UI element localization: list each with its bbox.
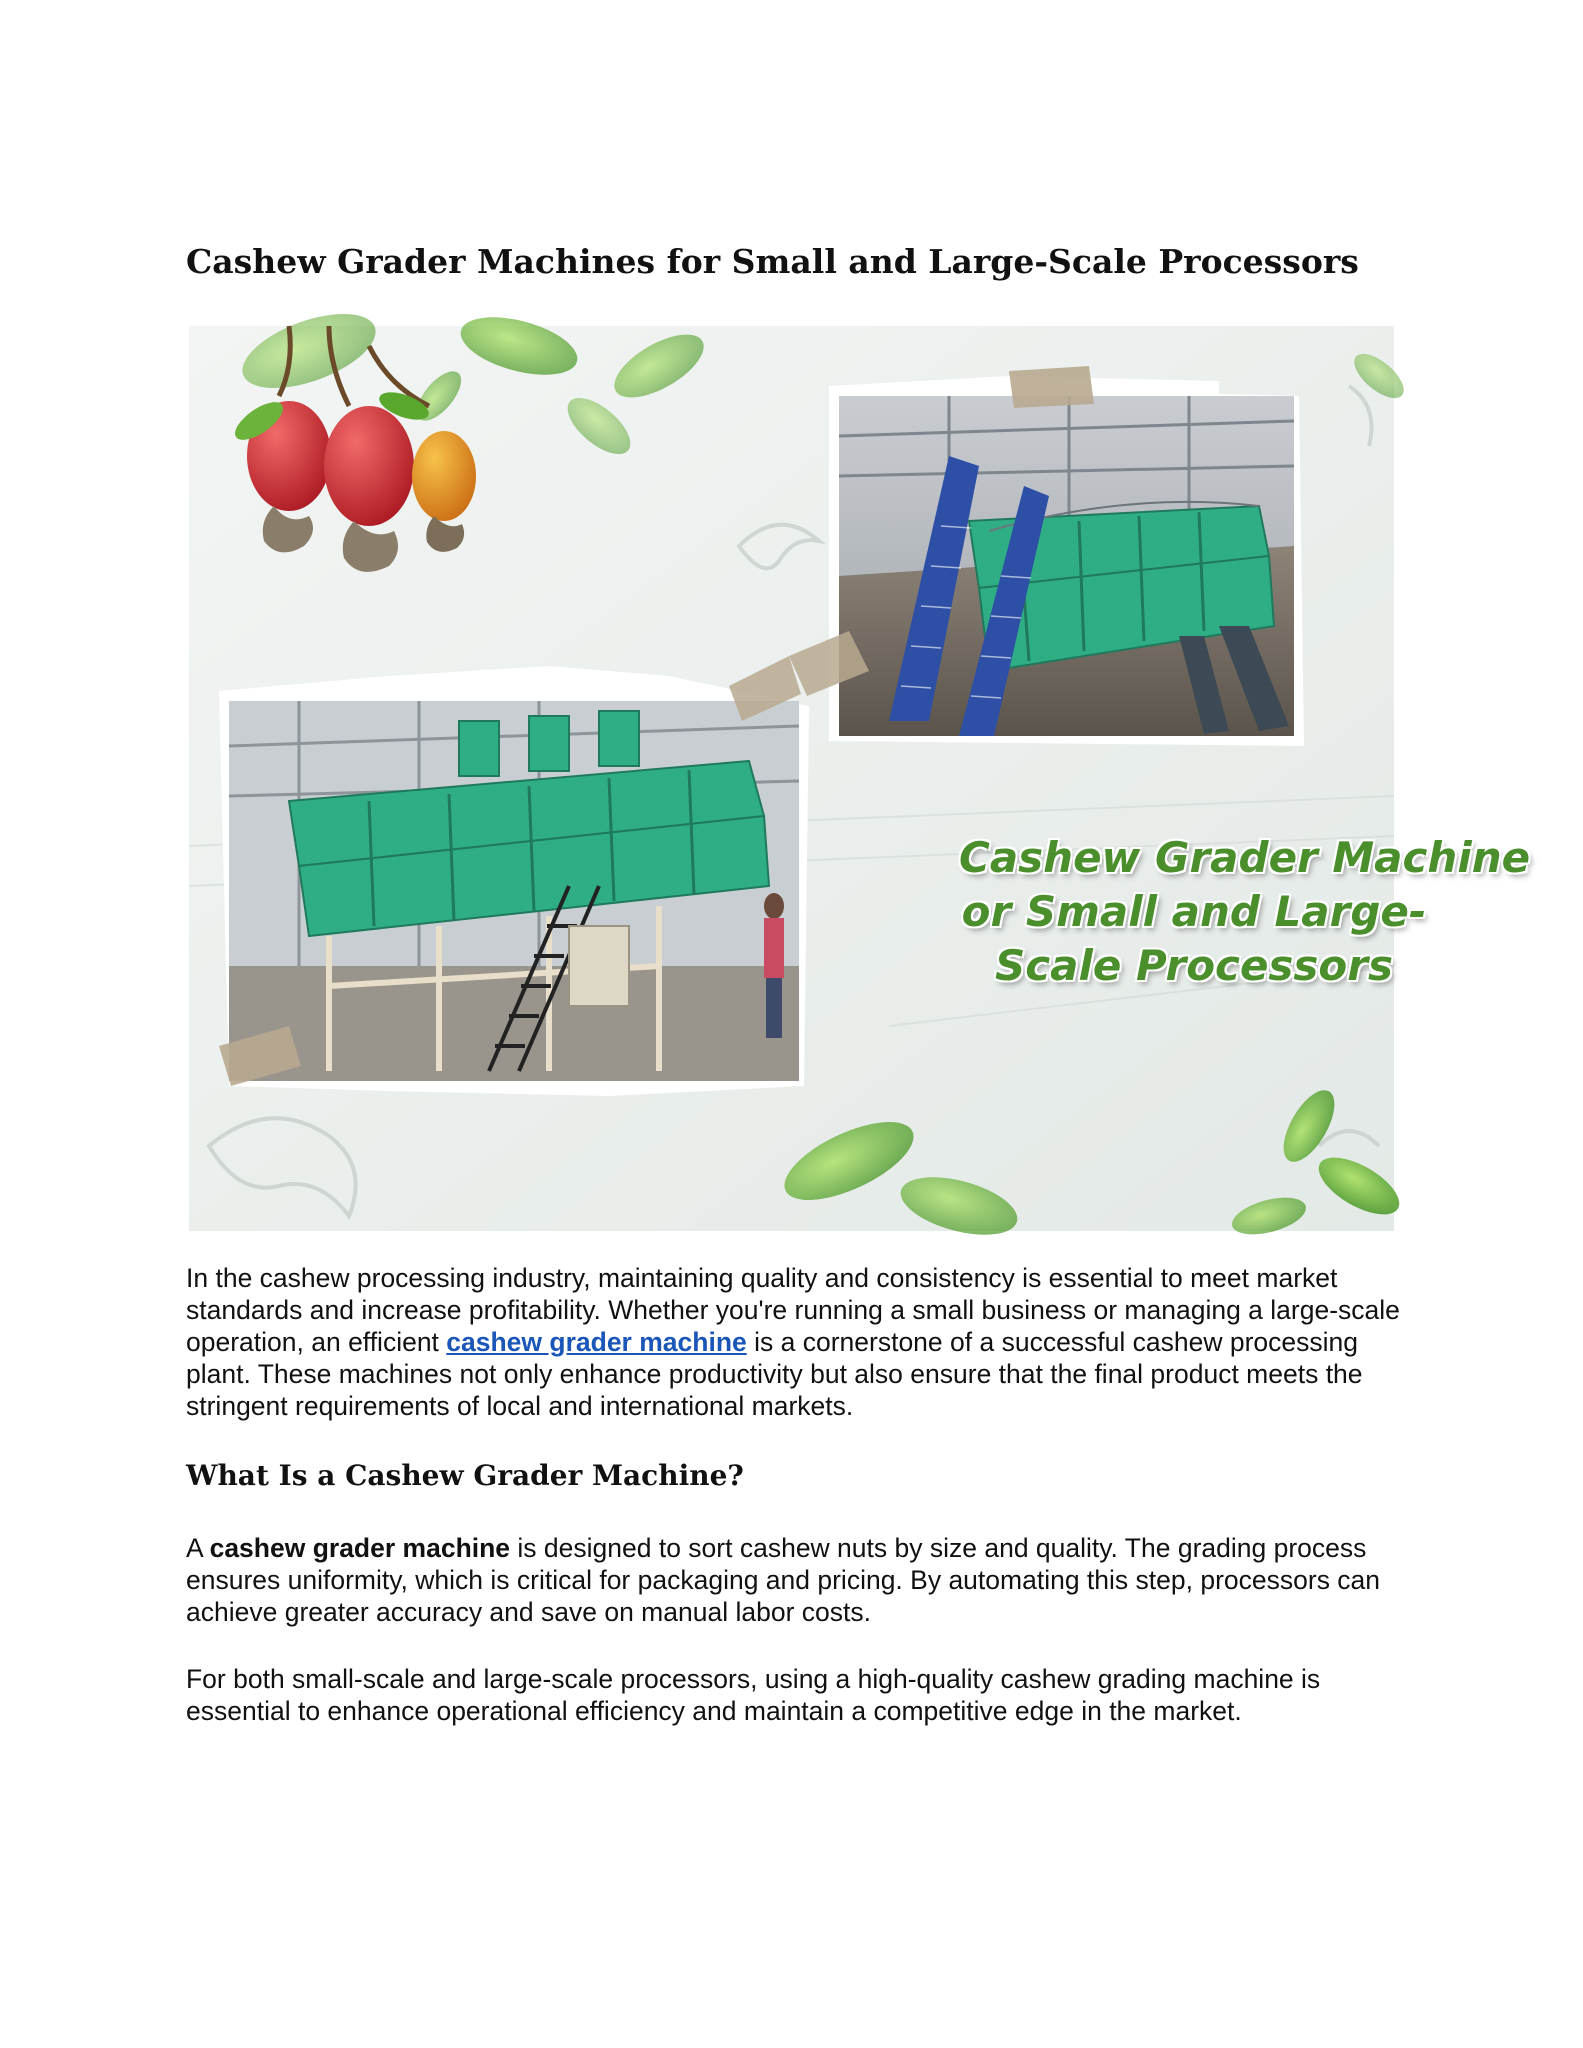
section-heading: What Is a Cashew Grader Machine? xyxy=(186,1459,744,1492)
hero-caption-line: Scale Processors xyxy=(995,941,1393,990)
intro-paragraph xyxy=(186,1262,1401,1422)
grader-lead: A xyxy=(186,1533,210,1563)
intro-text-before: In the cashew processing industry, maintaining quality and consistency is essential to meet market standards and increase profitability. Whether you're running a small business or managing a large-scale operation, an efficient xyxy=(186,1263,1400,1357)
factory-photo-grader xyxy=(219,656,809,1096)
hero-caption-line: or Small and Large- xyxy=(961,887,1427,936)
cashew-grader-machine-link[interactable]: cashew grader machine xyxy=(446,1327,747,1357)
grader-definition-paragraph xyxy=(186,1532,1401,1628)
hero-caption-line: Cashew Grader Machine xyxy=(959,833,1531,882)
processors-paragraph: For both small-scale and large-scale processors, using a high-quality cashew grading machine is essential to enhance operational efficiency and maintain a competitive edge in the market. xyxy=(186,1664,1321,1726)
grader-rest: is designed to sort cashew nuts by size and quality. The grading process ensures uniformity, which is critical for packaging and pricing. By automating this step, processors can achieve greater accuracy and save on manual labor costs. xyxy=(186,1533,1381,1627)
hero-caption xyxy=(959,831,1531,993)
factory-photo-conveyor xyxy=(789,366,1304,746)
intro-text-after: is a cornerstone of a successful cashew processing plant. These machines not only enhance productivity but also ensure that the final product meets the stringent requirements of local and international markets. xyxy=(186,1327,1363,1421)
hero-image xyxy=(189,326,1531,1231)
page-title: Cashew Grader Machines for Small and Large-Scale Processors xyxy=(186,242,1359,281)
grader-bold-term: cashew grader machine xyxy=(209,1533,511,1563)
